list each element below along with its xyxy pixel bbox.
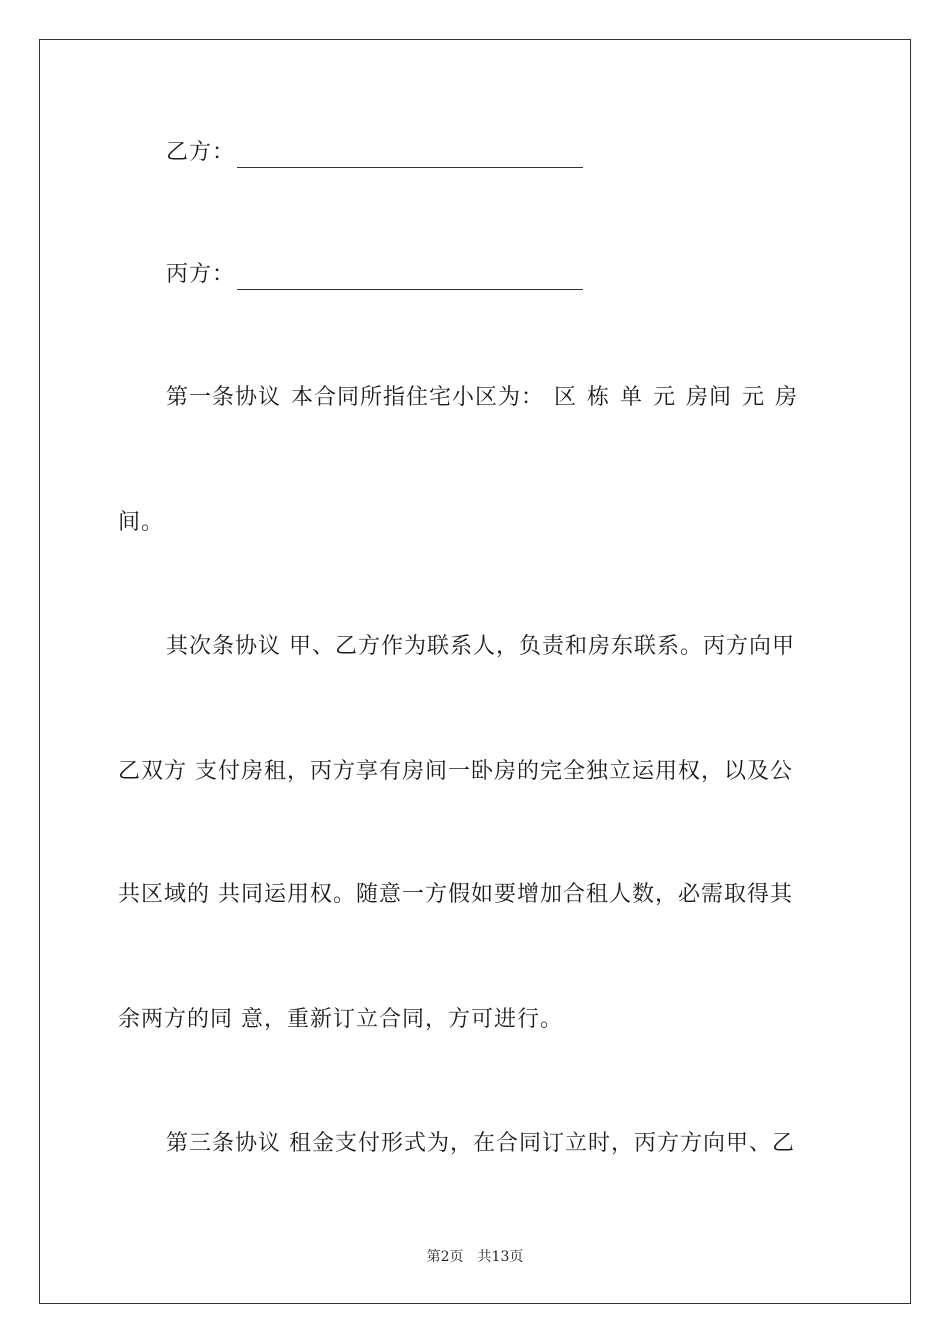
party-b-blank <box>237 145 583 168</box>
article-1-line-2: 间。 <box>118 510 165 535</box>
party-b-label: 乙方： <box>166 140 236 165</box>
article-1-line-1: 第一条协议 本合同所指住宅小区为： 区 栋 单 元 房间 元 房 <box>166 385 798 410</box>
party-c-line <box>166 260 878 290</box>
party-b-line <box>166 138 878 168</box>
page-number: 第2页 <box>426 1249 464 1265</box>
page-frame <box>39 39 911 1304</box>
page-total: 共13页 <box>477 1249 524 1265</box>
party-c-blank <box>237 267 583 290</box>
article-2-line-1: 其次条协议 甲、乙方作为联系人，负责和房东联系。丙方向甲 <box>166 634 795 659</box>
article-2-line-2: 乙双方 支付房租，丙方享有房间一卧房的完全独立运用权，以及公 <box>118 759 793 784</box>
article-2-line-3: 共区域的 共同运用权。随意一方假如要增加合租人数，必需取得其 <box>118 882 793 907</box>
party-c-label: 丙方： <box>166 262 236 287</box>
page-footer <box>0 1247 950 1267</box>
article-2-line-4: 余两方的同 意，重新订立合同，方可进行。 <box>118 1007 563 1032</box>
article-3-line-1: 第三条协议 租金支付形式为，在合同订立时，丙方方向甲、乙 <box>166 1131 795 1156</box>
